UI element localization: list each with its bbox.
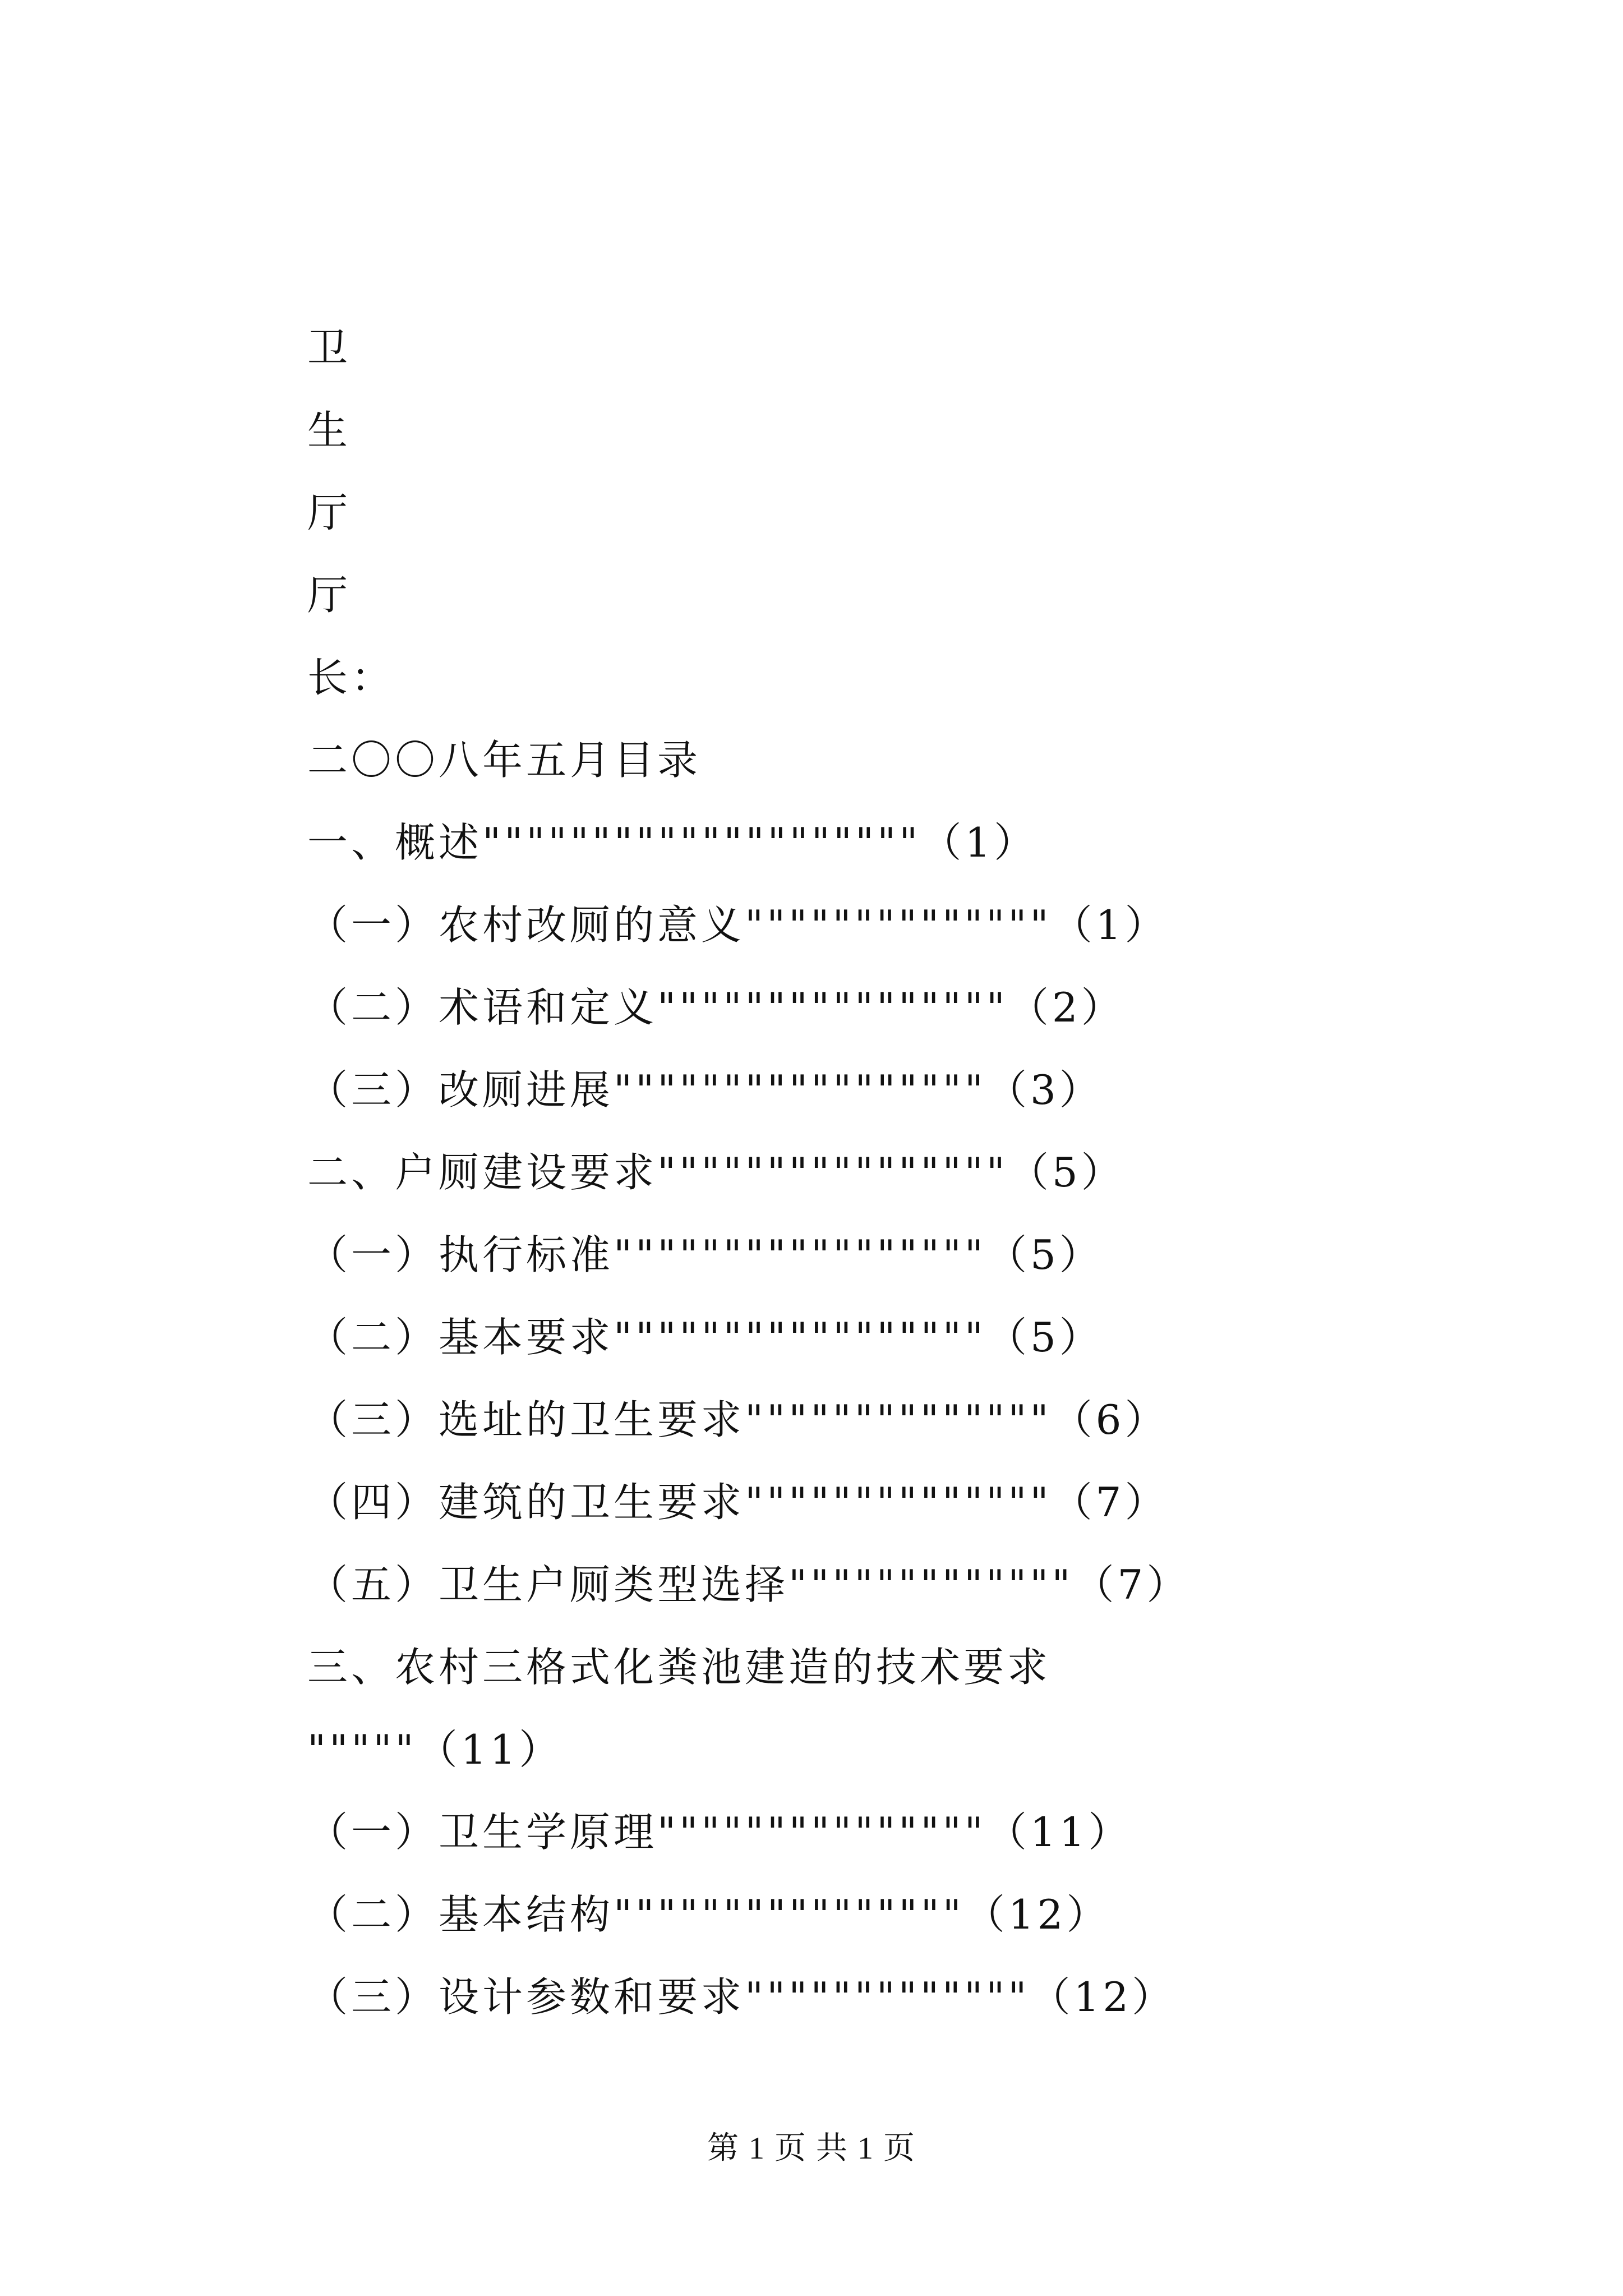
title-char-3: 厅 bbox=[307, 489, 352, 536]
toc-entry: 三、农村三格式化粪池建造的技术要求 bbox=[307, 1644, 1052, 1691]
toc-entry: （二）基本要求"""""""""""""""""（5） bbox=[307, 1314, 1103, 1361]
toc-entry: （二）基本结构""""""""""""""""（12） bbox=[307, 1891, 1110, 1938]
toc-entry: （一）农村改厕的意义""""""""""""""（1） bbox=[307, 901, 1169, 949]
toc-entry: （二）术语和定义""""""""""""""""（2） bbox=[307, 984, 1125, 1031]
toc-entry: （五）卫生户厕类型选择"""""""""""""（7） bbox=[307, 1561, 1191, 1608]
date-toc-heading: 二〇〇八年五月目录 bbox=[307, 737, 702, 784]
toc-entry: （一）执行标准"""""""""""""""""（5） bbox=[307, 1231, 1103, 1278]
title-char-4: 厅 bbox=[307, 572, 352, 619]
title-char-2: 生 bbox=[307, 407, 352, 454]
page-footer: 第 1 页 共 1 页 bbox=[707, 2131, 916, 2166]
toc-entry: （四）建筑的卫生要求""""""""""""""（7） bbox=[307, 1479, 1169, 1526]
toc-entry: （一）卫生学原理"""""""""""""""（11） bbox=[307, 1809, 1132, 1856]
document-body bbox=[307, 307, 1429, 2039]
title-char-5: 长： bbox=[307, 654, 395, 701]
toc-entry: 二、户厕建设要求""""""""""""""""（5） bbox=[307, 1149, 1125, 1196]
toc-entry: （三）选址的卫生要求""""""""""""""（6） bbox=[307, 1396, 1169, 1443]
title-char-1: 卫 bbox=[307, 324, 352, 371]
toc-entry: （三）设计参数和要求"""""""""""""（12） bbox=[307, 1973, 1176, 2021]
toc-entry: """""（11） bbox=[307, 1726, 563, 1773]
toc-entry: 一、概述""""""""""""""""""""（1） bbox=[307, 819, 1038, 866]
toc-entry: （三）改厕进展"""""""""""""""""（3） bbox=[307, 1066, 1103, 1114]
